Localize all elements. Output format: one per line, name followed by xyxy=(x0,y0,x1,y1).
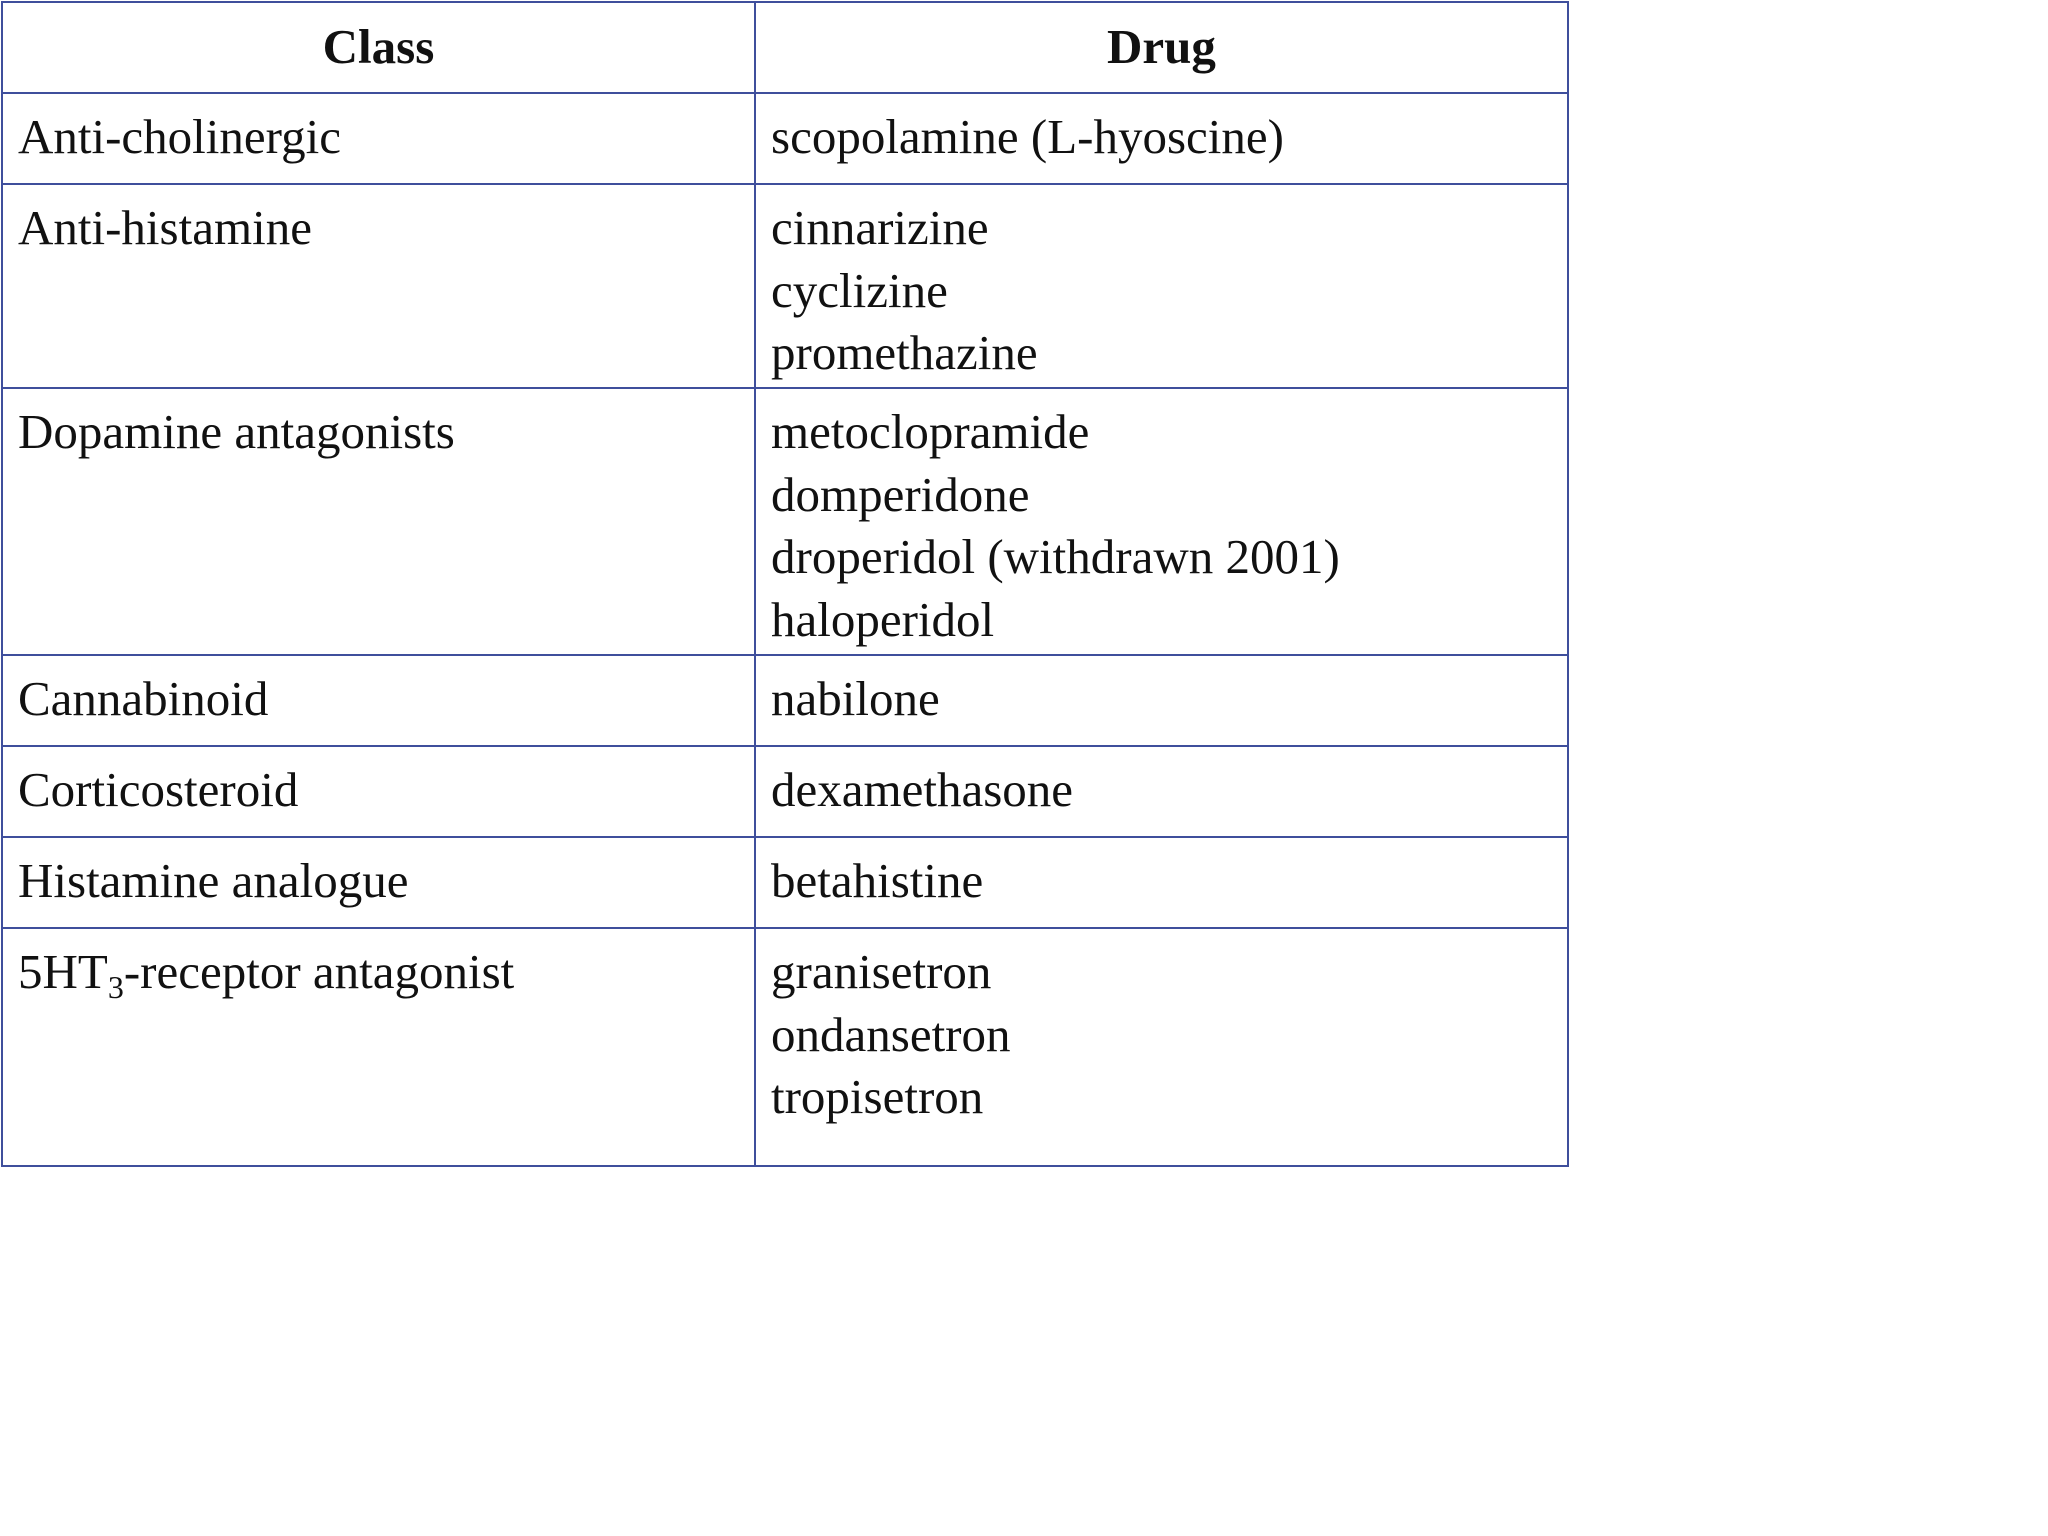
table-row xyxy=(2,388,1568,655)
class-cell xyxy=(2,93,755,184)
class-label: Corticosteroid xyxy=(18,762,299,817)
drug-cell xyxy=(755,388,1568,655)
drug-name: ondansetron xyxy=(771,1006,1011,1062)
table-row xyxy=(2,184,1568,388)
drug-name: granisetron xyxy=(771,944,992,999)
drug-name: cyclizine xyxy=(771,262,948,318)
class-label: Anti-histamine xyxy=(18,200,312,255)
drug-name: tropisetron xyxy=(771,1069,984,1124)
class-label: Histamine analogue xyxy=(18,853,409,908)
drug-cell xyxy=(755,93,1568,184)
class-label-prefix: 5HT xyxy=(18,944,108,999)
drug-class-table xyxy=(1,1,1569,1167)
table-row xyxy=(2,655,1568,746)
class-label: Dopamine antagonists xyxy=(18,404,455,459)
drug-name: domperidone xyxy=(771,466,1030,522)
drug-name: cinnarizine xyxy=(771,200,989,255)
column-header-class: Class xyxy=(2,2,755,93)
drug-name: metoclopramide xyxy=(771,404,1090,459)
table-row xyxy=(2,93,1568,184)
table-header-row xyxy=(2,2,1568,93)
column-header-drug: Drug xyxy=(755,2,1568,93)
class-cell xyxy=(2,184,755,388)
class-cell xyxy=(2,928,755,1166)
class-cell xyxy=(2,837,755,928)
drug-cell xyxy=(755,928,1568,1166)
class-label-suffix: -receptor antagonist xyxy=(123,944,515,999)
table-row xyxy=(2,746,1568,837)
drug-name: scopolamine (L-hyoscine) xyxy=(771,109,1284,164)
class-label: Anti-cholinergic xyxy=(18,109,341,164)
class-cell xyxy=(2,746,755,837)
drug-cell xyxy=(755,655,1568,746)
table-row xyxy=(2,837,1568,928)
table-row xyxy=(2,928,1568,1166)
drug-cell xyxy=(755,746,1568,837)
drug-name: droperidol (withdrawn 2001) xyxy=(771,529,1340,584)
class-label-subscript: 3 xyxy=(107,969,124,1005)
drug-name: nabilone xyxy=(771,671,940,726)
drug-cell xyxy=(755,837,1568,928)
class-cell xyxy=(2,655,755,746)
class-label xyxy=(18,944,515,1005)
class-cell xyxy=(2,388,755,655)
drug-cell xyxy=(755,184,1568,388)
drug-name: betahistine xyxy=(771,853,984,908)
drug-name: haloperidol xyxy=(771,591,995,647)
class-label: Cannabinoid xyxy=(18,671,269,726)
drug-name: dexamethasone xyxy=(771,762,1074,817)
drug-name: promethazine xyxy=(771,325,1038,380)
